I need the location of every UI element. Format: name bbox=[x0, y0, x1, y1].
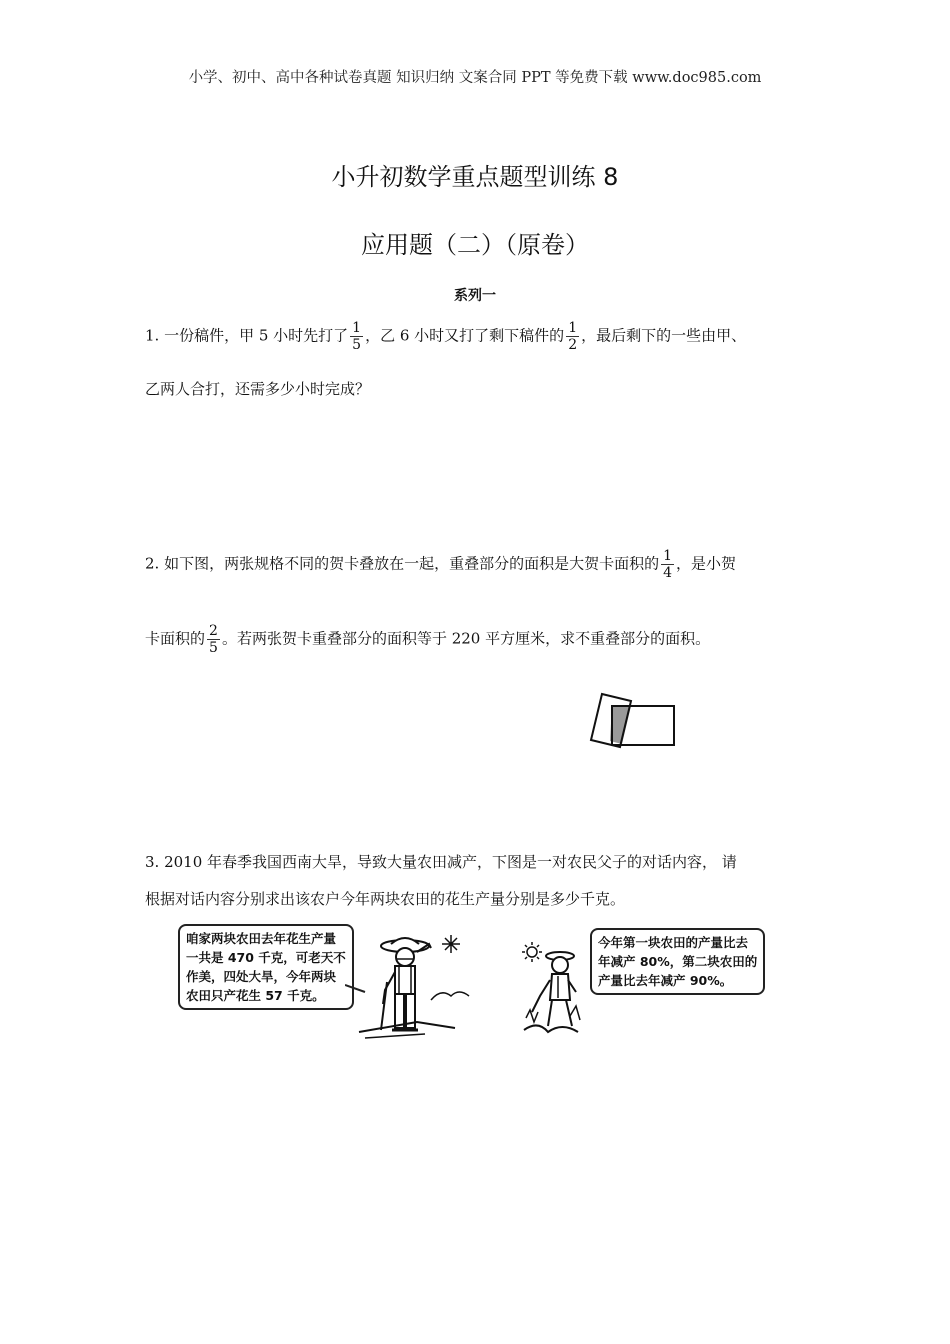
q2-fraction-2-num: 2 bbox=[209, 623, 218, 639]
q2-text-a: 2. 如下图，两张规格不同的贺卡叠放在一起，重叠部分的面积是大贺卡面积的 bbox=[145, 554, 660, 573]
question-2-line-1 bbox=[145, 548, 736, 581]
father-speech-line: 农田只产花生 57 千克。 bbox=[186, 988, 325, 1003]
q2-text-d: 。若两张贺卡重叠部分的面积等于 220 平方厘米，求不重叠部分的面积。 bbox=[221, 629, 711, 648]
series-heading: 系列一 bbox=[454, 288, 496, 304]
q1-fraction-1 bbox=[350, 320, 363, 353]
q1-text-c: ，最后剩下的一些由甲、 bbox=[581, 326, 747, 345]
page-title: 小升初数学重点题型训练 8 bbox=[331, 163, 619, 191]
question-1-line-2: 乙两人合打，还需多少小时完成？ bbox=[145, 380, 371, 398]
q1-text-b: ，乙 6 小时又打了剩下稿件的 bbox=[365, 326, 565, 345]
q2-fraction-1-num: 1 bbox=[663, 548, 673, 564]
q2-text-b: ，是小贺 bbox=[676, 554, 737, 573]
q1-fraction-1-den: 5 bbox=[352, 337, 362, 353]
page-header: 小学、初中、高中各种试卷真题 知识归纳 文案合同 PPT 等免费下载 www.doc985.com bbox=[188, 70, 762, 86]
question-1-line-1 bbox=[145, 320, 746, 353]
sun-icon bbox=[442, 935, 460, 953]
q1-text-a: 1. 一份稿件，甲 5 小时先打了 bbox=[145, 326, 349, 345]
son-speech-bubble bbox=[590, 928, 765, 995]
q2-fraction-2 bbox=[207, 623, 220, 656]
farmer-son-illustration bbox=[518, 940, 593, 1040]
greeting-cards-diagram bbox=[586, 692, 680, 754]
father-speech-line: 作美，四处大旱，今年两块 bbox=[186, 969, 337, 984]
farmer-father-illustration bbox=[345, 930, 475, 1045]
son-speech-line: 产量比去年减产 90%。 bbox=[598, 973, 733, 988]
q1-fraction-2 bbox=[566, 320, 579, 353]
father-speech-line: 咱家两块农田去年花生产量 bbox=[186, 931, 337, 946]
father-speech-bubble bbox=[178, 924, 354, 1010]
page-subtitle: 应用题（二）（原卷） bbox=[361, 231, 589, 259]
question-3-line-1: 3. 2010 年春季我国西南大旱，导致大量农田减产，下图是一对农民父子的对话内容， 请 bbox=[145, 853, 737, 871]
son-speech-line: 今年第一块农田的产量比去 bbox=[598, 935, 749, 950]
q2-fraction-1-den: 4 bbox=[663, 565, 673, 581]
sun-icon bbox=[522, 942, 542, 962]
son-speech-line: 年减产 80%，第二块农田的 bbox=[598, 954, 758, 969]
q1-fraction-2-num: 1 bbox=[568, 320, 578, 336]
father-speech-line: 一共是 470 千克，可老天不 bbox=[186, 950, 346, 965]
q1-fraction-1-num: 1 bbox=[352, 320, 362, 336]
q2-text-c: 卡面积的 bbox=[145, 629, 206, 648]
q2-fraction-1 bbox=[661, 548, 674, 581]
q2-fraction-2-den: 5 bbox=[209, 640, 218, 656]
question-2-line-2 bbox=[145, 623, 710, 656]
question-3-line-2: 根据对话内容分别求出该农户今年两块农田的花生产量分别是多少千克。 bbox=[145, 890, 626, 908]
q1-fraction-2-den: 2 bbox=[568, 337, 578, 353]
